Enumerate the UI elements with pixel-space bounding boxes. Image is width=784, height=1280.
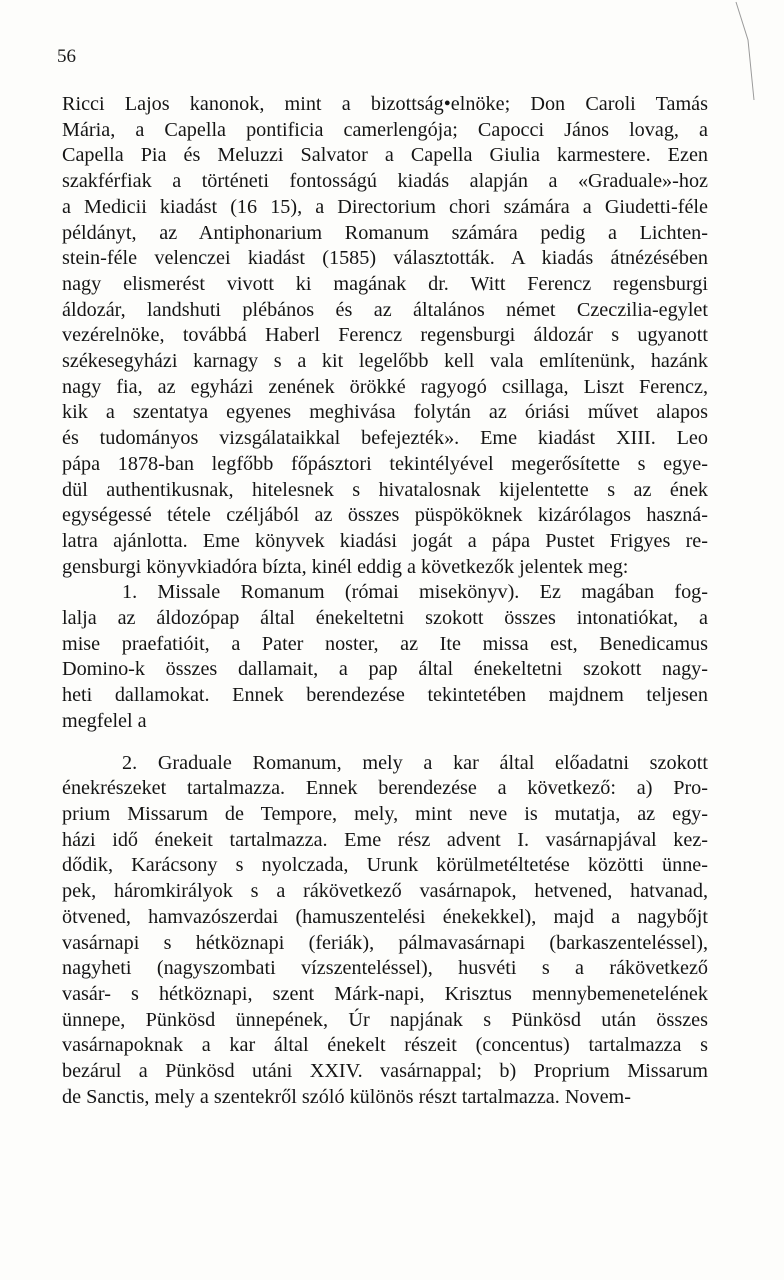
text-line: 1. Missale Romanum (római misekönyv). Ez magában fog-: [122, 581, 708, 604]
text-line: Capella Pia és Meluzzi Salvator a Capella Giulia karmestere. Ezen: [62, 144, 708, 167]
text-line: énekrészeket tartalmazza. Ennek berendezése a következő: a) Pro-: [62, 777, 708, 800]
paragraph: [62, 580, 708, 734]
text-line: bezárul a Pünkösd utáni XXIV. vasárnappal; b) Proprium Missarum: [62, 1060, 708, 1083]
text-line: vezérelnöke, továbbá Haberl Ferencz regensburgi áldozár s ugyanott: [62, 324, 708, 347]
text-line: házi idő énekeit tartalmazza. Eme rész advent I. vasárnapjával kez-: [62, 828, 708, 851]
pencil-mark: [726, 0, 766, 110]
text-line: mise praefatióit, a Pater noster, az Ite missa est, Benedicamus: [62, 632, 708, 655]
text-line: heti dallamokat. Ennek berendezése tekintetében majdnem teljesen: [62, 684, 708, 707]
text-line: nagyheti (nagyszombati vízszenteléssel), husvéti s a rákövetkező: [62, 957, 708, 980]
text-line: 2. Graduale Romanum, mely a kar által előadatni szokott: [122, 751, 708, 774]
text-line: ötvened, hamvazószerdai (hamuszentelési énekekkel), majd a nagybőjt: [62, 905, 708, 928]
text-line: Mária, a Capella pontificia camerlengója; Capocci János lovag, a: [62, 118, 708, 141]
text-line: lalja az áldozópap által énekeltetni szokott összes intonatiókat, a: [62, 607, 708, 630]
text-line: nagy elismerést vivott ki magának dr. Witt Ferencz regensburgi: [62, 272, 708, 295]
text-line: pek, háromkirályok s a rákövetkező vasárnapok, hetvened, hatvanad,: [62, 880, 708, 903]
text-line: gensburgi könyvkiadóra bízta, kinél eddig a következők jelentek meg:: [62, 555, 629, 578]
paragraph: [62, 92, 708, 580]
text-line: szakférfiak a történeti fontosságú kiadás alapján a «Graduale»-hoz: [62, 170, 708, 193]
text-line: nagy fia, az egyházi zenének örökké ragyogó csillaga, Liszt Ferencz,: [62, 375, 708, 398]
text-line: Domino-k összes dallamait, a pap által énekeltetni szokott nagy-: [62, 658, 708, 681]
paragraph: [62, 751, 708, 1111]
text-line: latra ajánlotta. Eme könyvek kiadási jogát a pápa Pustet Frigyes re-: [62, 529, 708, 552]
text-line: megfelel a: [62, 709, 147, 732]
text-line: székesegyházi karnagy s a kit legelőbb kell vala említenünk, hazánk: [62, 350, 708, 373]
paragraph-gap: [62, 735, 708, 751]
text-line: de Sanctis, mely a szentekről szóló különös részt tartalmazza. Novem-: [62, 1085, 631, 1108]
text-line: áldozár, landshuti plébános és az általános német Czeczilia-egylet: [62, 298, 708, 321]
text-line: dül authentikusnak, hitelesnek s hivatalosnak kijelentette s az ének: [62, 478, 708, 501]
text-line: Ricci Lajos kanonok, mint a bizottság•elnöke; Don Caroli Tamás: [62, 93, 708, 115]
text-line: példányt, az Antiphonarium Romanum számára pedig a Lichten-: [62, 221, 708, 244]
text-line: a Medicii kiadást (16 15), a Directorium chori számára a Giudetti-féle: [62, 195, 708, 218]
text-line: vasárnapoknak a kar által énekelt részeit (concentus) tartalmazza s: [62, 1034, 708, 1057]
text-line: stein-féle velenczei kiadást (1585) választották. A kiadás átnézésében: [62, 247, 708, 270]
text-line: vasár- s hétköznapi, szent Márk-napi, Krisztus mennybemenetelének: [62, 982, 708, 1005]
page-number: 56: [57, 46, 76, 67]
text-line: egységessé tétele czéljából az összes püspököknek kizárólagos haszná-: [62, 504, 708, 527]
text-line: pápa 1878-ban legfőbb főpásztori tekintélyével megerősítette s egye-: [62, 452, 708, 475]
text-line: és tudományos vizsgálataikkal befejezték». Eme kiadást XIII. Leo: [62, 427, 708, 450]
text-line: dődik, Karácsony s nyolczada, Urunk körülmetéltetése közötti ünne-: [62, 854, 708, 877]
text-line: prium Missarum de Tempore, mely, mint neve is mutatja, az egy-: [62, 802, 708, 825]
text-line: kik a szentatya egyenes meghivása folytán az óriási művet alapos: [62, 401, 708, 424]
text-line: ünnepe, Pünkösd ünnepének, Úr napjának s Pünkösd után összes: [62, 1008, 708, 1031]
body-text: [62, 92, 708, 1110]
text-line: vasárnapi s hétköznapi (feriák), pálmavasárnapi (barkaszenteléssel),: [62, 931, 708, 954]
